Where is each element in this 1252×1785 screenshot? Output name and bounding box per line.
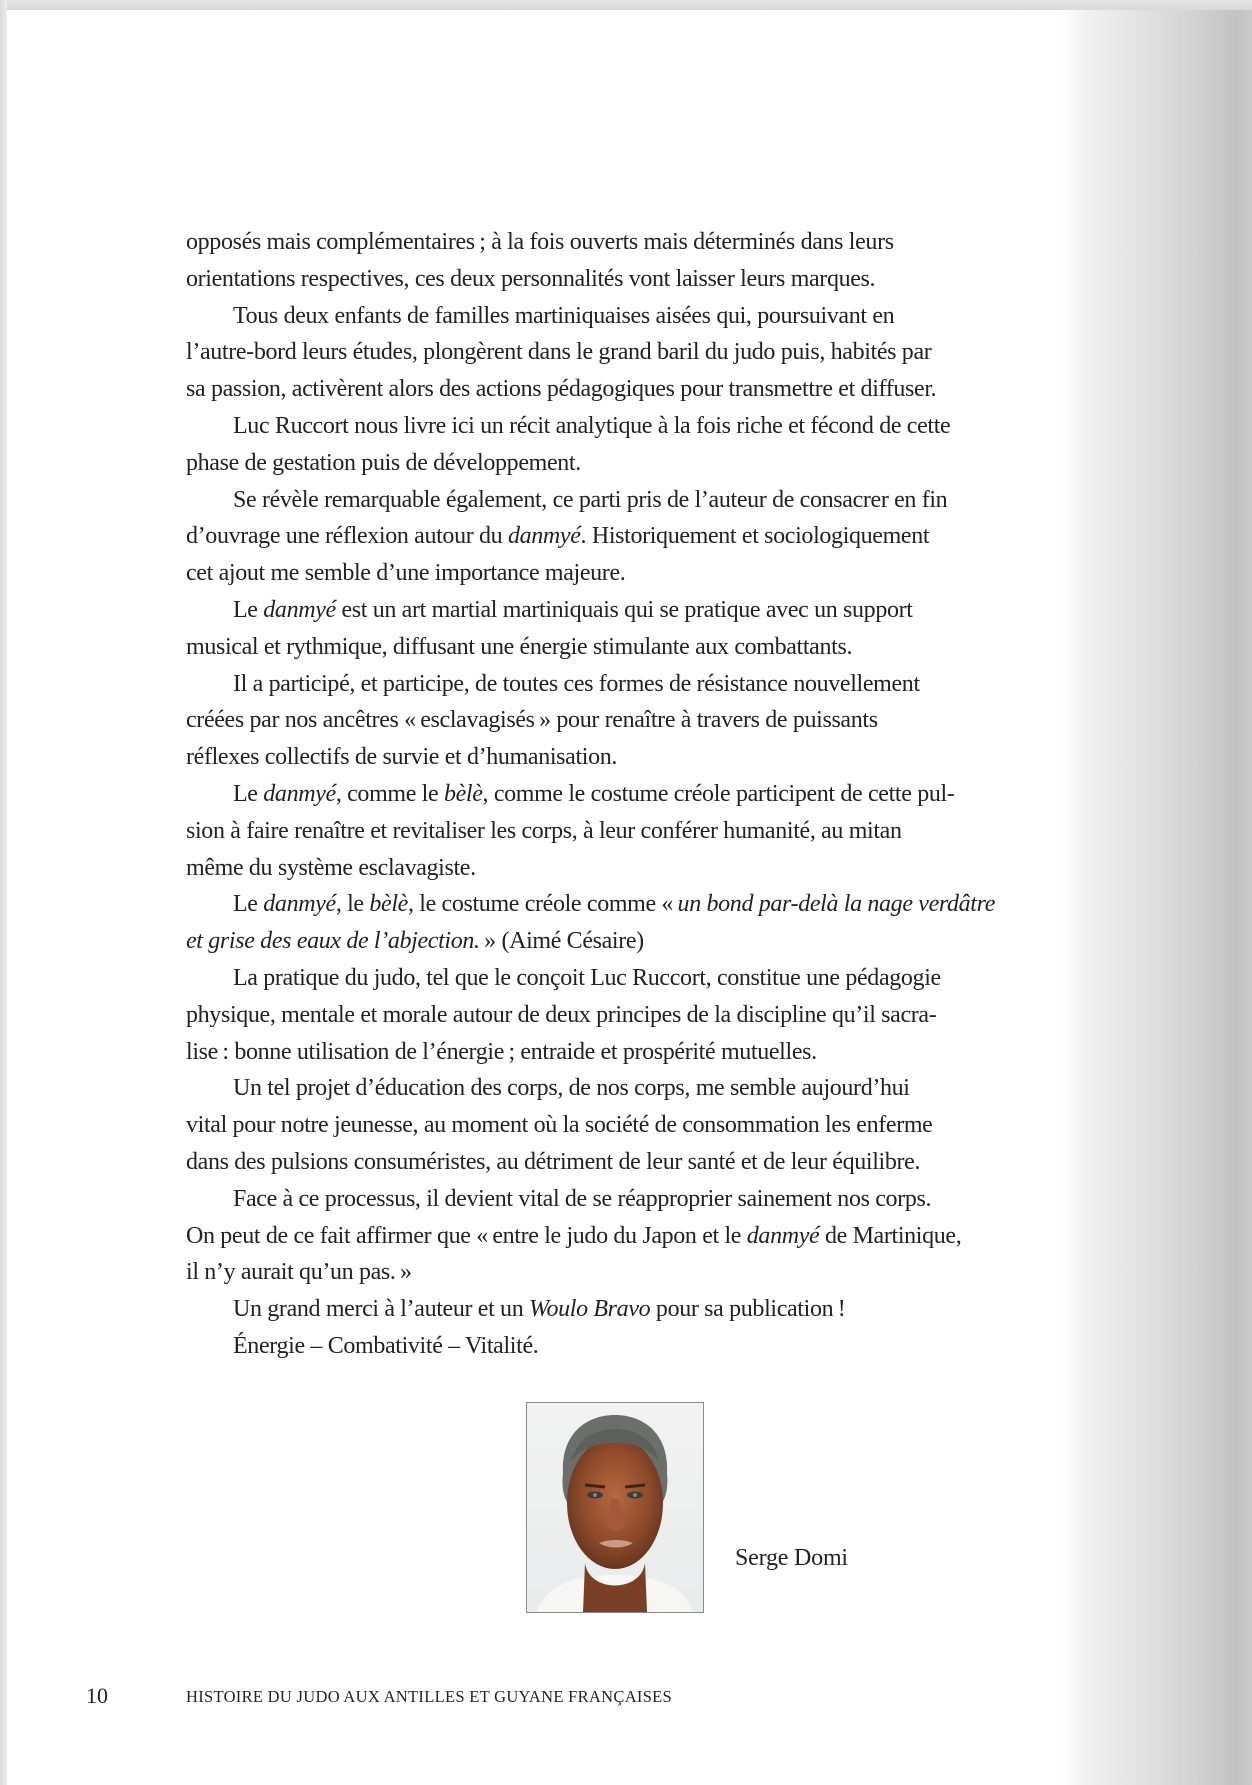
italic-text: un bond par-delà la nage verdâtre bbox=[677, 891, 996, 918]
text-run: Le bbox=[233, 780, 264, 807]
text-run: il n’y aurait qu’un pas. » bbox=[186, 1259, 412, 1286]
text-run: physique, mentale et morale autour de deux principes de la discipline qu’il sacra- bbox=[186, 1001, 937, 1028]
text-run: même du système esclavagiste. bbox=[186, 854, 476, 881]
text-line bbox=[186, 1328, 1045, 1365]
text-run: Il a participé, et participe, de toutes ces formes de résistance nouvellement bbox=[233, 670, 920, 697]
text-line bbox=[186, 850, 1045, 887]
text-run: Se révèle remarquable également, ce parti pris de l’auteur de consacrer en fin bbox=[233, 486, 948, 513]
text-line bbox=[186, 445, 1045, 482]
text-run: Le bbox=[233, 596, 264, 623]
page-number: 10 bbox=[86, 1683, 108, 1708]
text-run: Un tel projet d’éducation des corps, de nos corps, me semble aujourd’hui bbox=[233, 1075, 910, 1102]
text-line bbox=[186, 960, 1045, 997]
text-line bbox=[186, 666, 1045, 703]
text-run: cet ajout me semble d’une importance majeure. bbox=[186, 560, 626, 587]
text-line bbox=[186, 997, 1045, 1034]
text-run: Face à ce processus, il devient vital de se réapproprier sainement nos corps. bbox=[233, 1185, 932, 1212]
text-run: musical et rythmique, diffusant une énergie stimulante aux combattants. bbox=[186, 633, 853, 660]
text-line bbox=[186, 298, 1045, 335]
text-run: pour sa publication ! bbox=[650, 1296, 846, 1323]
italic-text: danmyé bbox=[263, 596, 336, 623]
text-run: orientations respectives, ces deux personnalités vont laisser leurs marques. bbox=[186, 265, 876, 292]
italic-text: bèlè bbox=[369, 891, 408, 918]
text-run: . Historiquement et sociologiquement bbox=[580, 523, 930, 550]
text-run: , le bbox=[335, 891, 370, 918]
author-name-caption: Serge Domi bbox=[735, 1545, 848, 1571]
text-line bbox=[186, 555, 1045, 592]
text-run: sa passion, activèrent alors des actions pédagogiques pour transmettre et diffuser. bbox=[186, 376, 937, 403]
text-line bbox=[186, 408, 1045, 445]
text-line bbox=[186, 592, 1045, 629]
text-line bbox=[186, 1181, 1045, 1218]
text-run: lise : bonne utilisation de l’énergie ; entraide et prospérité mutuelles. bbox=[186, 1038, 817, 1065]
page-top-edge bbox=[0, 0, 1252, 10]
text-line bbox=[186, 886, 1045, 923]
text-line bbox=[186, 1254, 1045, 1291]
text-line bbox=[186, 261, 1045, 298]
italic-text: danmyé bbox=[507, 523, 581, 550]
text-line bbox=[186, 1218, 1045, 1255]
text-run: vital pour notre jeunesse, au moment où la société de consommation les enferme bbox=[186, 1112, 933, 1139]
text-run: est un art martial martiniquais qui se pratique avec un support bbox=[335, 596, 913, 623]
text-line bbox=[186, 923, 1045, 960]
italic-text: danmyé bbox=[746, 1222, 820, 1249]
text-run: , le costume créole comme « bbox=[407, 891, 678, 918]
text-run: de Martinique, bbox=[819, 1222, 962, 1249]
page-left-edge bbox=[0, 0, 7, 1785]
text-line bbox=[186, 1107, 1045, 1144]
text-run: Tous deux enfants de familles martiniquaises aisées qui, poursuivant en bbox=[233, 302, 895, 329]
text-run: dans des pulsions consuméristes, au détriment de leur santé et de leur équilibre. bbox=[186, 1148, 921, 1175]
text-line bbox=[186, 482, 1045, 519]
italic-text: bèlè bbox=[443, 780, 483, 807]
text-line bbox=[186, 334, 1045, 371]
text-run: On peut de ce fait affirmer que « entre le judo du Japon et le bbox=[186, 1222, 747, 1249]
italic-text: et grise des eaux de l’abjection. bbox=[186, 928, 480, 955]
italic-text: danmyé bbox=[263, 780, 336, 807]
text-line bbox=[186, 518, 1045, 555]
running-footer-title: HISTOIRE DU JUDO AUX ANTILLES ET GUYANE FRANÇAISES bbox=[186, 1687, 673, 1706]
text-line bbox=[186, 1070, 1045, 1107]
text-line bbox=[186, 224, 1045, 261]
text-run: , comme le costume créole participent de cette pul- bbox=[482, 780, 955, 807]
book-gutter-shadow bbox=[1062, 10, 1252, 1785]
body-text bbox=[186, 224, 1045, 1365]
text-run: créées par nos ancêtres « esclavagisés » pour renaître à travers de puissants bbox=[186, 707, 878, 734]
portrait-icon bbox=[527, 1403, 703, 1612]
text-line bbox=[186, 739, 1045, 776]
text-run: l’autre-bord leurs études, plongèrent dans le grand baril du judo puis, habités par bbox=[186, 339, 932, 366]
text-run: Le bbox=[233, 891, 264, 918]
text-run: Luc Ruccort nous livre ici un récit analytique à la fois riche et fécond de cette bbox=[233, 412, 951, 439]
text-line bbox=[186, 1144, 1045, 1181]
text-run: La pratique du judo, tel que le conçoit Luc Ruccort, constitue une pédagogie bbox=[233, 964, 941, 991]
text-line bbox=[186, 629, 1045, 666]
text-run: Un grand merci à l’auteur et un bbox=[233, 1296, 530, 1323]
text-line bbox=[186, 776, 1045, 813]
italic-text: Woulo Bravo bbox=[529, 1296, 651, 1323]
text-line bbox=[186, 371, 1045, 408]
text-run: opposés mais complémentaires ; à la fois ouverts mais déterminés dans leurs bbox=[186, 229, 894, 255]
text-run: , comme le bbox=[335, 780, 444, 807]
text-run: Énergie – Combativité – Vitalité. bbox=[233, 1332, 539, 1359]
text-run: phase de gestation puis de développement. bbox=[186, 449, 581, 476]
text-line bbox=[186, 813, 1045, 850]
text-run: d’ouvrage une réflexion autour du bbox=[186, 523, 508, 550]
text-run: sion à faire renaître et revitaliser les corps, à leur conférer humanité, au mitan bbox=[186, 817, 902, 844]
text-line bbox=[186, 702, 1045, 739]
text-line bbox=[186, 1034, 1045, 1071]
text-run: réflexes collectifs de survie et d’humanisation. bbox=[186, 744, 618, 771]
text-run: » (Aimé Césaire) bbox=[479, 928, 644, 955]
author-portrait-photo bbox=[526, 1402, 704, 1613]
italic-text: danmyé bbox=[263, 891, 336, 918]
text-line bbox=[186, 1291, 1045, 1328]
